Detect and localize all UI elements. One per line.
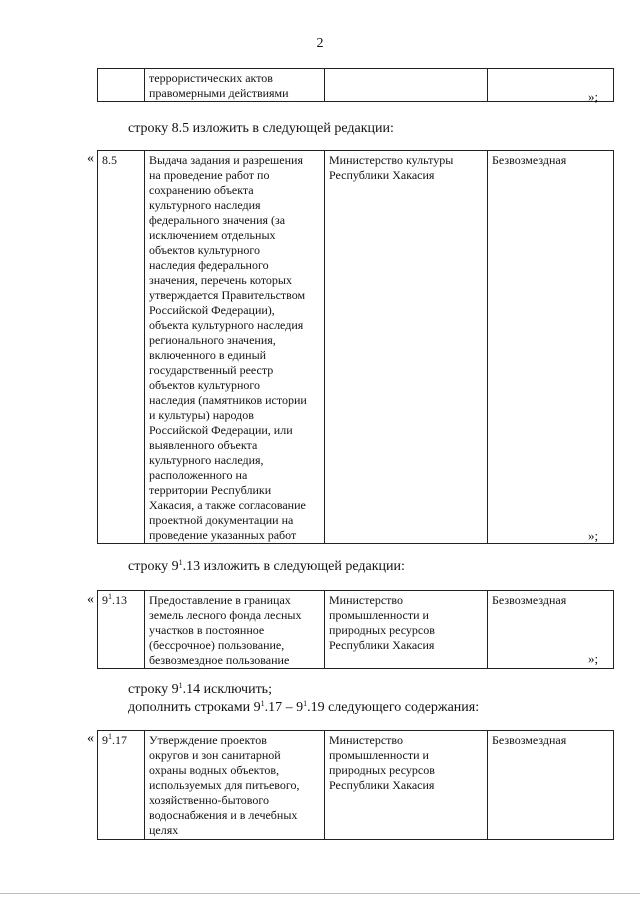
table-row-continuation [97,68,614,102]
table-row-8-5 [97,150,614,544]
table-row-9-1-13 [97,590,614,669]
cell-fee: Безвозмездная [488,591,614,669]
superscript: 1 [178,558,183,567]
paragraph-instruction [128,558,405,575]
closing-quote: »; [588,651,599,666]
superscript: 1 [260,699,265,708]
cell-fee: Безвозмездная [488,731,614,840]
cell-service-name: Утверждение проектов округов и зон санитарной охраны водных объектов, используемых для питьевого, хозяйственно-бытового водоснабжения и в лечебных целях [145,731,325,840]
cell-authority [325,69,488,102]
cell-service-name: Предоставление в границах земель лесного фонда лесных участков в постоянное (бессрочное) пользование, безвозмездное пользование [145,591,325,669]
cell-number: 8.5 [98,151,145,544]
cell-service-name: Выдача задания и разрешения на проведение работ по сохранению объекта культурного наследия федерального значения (за исключением отдельных объектов культурного наследия федерального значения, перечень которых утверждается Правительством Российской Федерации), объекта культурного наследия регионального значения, включенного в единый государственный реестр объектов культурного наследия (памятников истории и культуры) народов Российской Федерации, или выявленного объекта культурного наследия, расположенного на территории Республики Хакасия, а также согласование проектной документации на проведение указанных работ [145,151,325,544]
text-prefix: строку 9 [128,559,179,574]
text-suffix: .19 следующего содержания: [307,700,480,715]
opening-quote: « [87,151,94,166]
closing-quote: »; [588,528,599,543]
cell-authority: Министерство культуры Республики Хакасия [325,151,488,544]
text-suffix: .14 исключить; [182,682,272,697]
text-suffix: .13 изложить в следующей редакции: [182,559,405,574]
table-row-9-1-17 [97,730,614,840]
paragraph-instruction [128,699,479,716]
superscript: 1 [178,681,183,690]
cell-fee: Безвозмездная [488,151,614,544]
scan-edge-divider [0,893,640,894]
superscript: 1 [303,699,308,708]
text-prefix: дополнить строками 9 [128,700,261,715]
text-middle: .17 – 9 [264,700,304,715]
opening-quote: « [87,592,94,607]
cell-authority: Министерство промышленности и природных ресурсов Республики Хакасия [325,591,488,669]
paragraph-instruction [128,681,272,698]
cell-authority: Министерство промышленности и природных ресурсов Республики Хакасия [325,731,488,840]
closing-quote: »; [588,89,599,104]
cell-service-name: террористических актов правомерными действиями [145,69,325,102]
cell-number: $9^1.13$ [98,591,145,669]
cell-number [98,69,145,102]
page-number: 2 [316,36,324,51]
paragraph-instruction: строку 8.5 изложить в следующей редакции: [128,121,394,136]
text-prefix: строку 9 [128,682,179,697]
opening-quote: « [87,731,94,746]
cell-number: $9^1.17$ [98,731,145,840]
